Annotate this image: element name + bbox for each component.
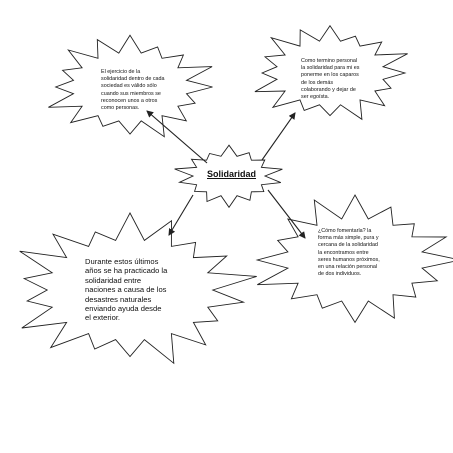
- bubble-bottom-right-text: [318, 228, 380, 278]
- bubble-line: reconocen unos a otros: [101, 97, 158, 104]
- bubble-line: ponerme en los caparos: [301, 72, 359, 79]
- bubble-line: la encontramos entre: [318, 249, 369, 256]
- bubble-line: de dos individuos.: [318, 271, 362, 278]
- bubble-line: ¿Cómo fomentarla? la: [318, 228, 372, 234]
- bubble-top-left-text: [101, 69, 165, 112]
- bubble-line: forma más simple, pura y: [318, 235, 379, 242]
- bubble-line: Durante estos últimos: [85, 257, 159, 266]
- bubble-line: como personas.: [101, 105, 140, 112]
- bubble-bottom-left-text: [85, 257, 167, 323]
- bubble-line: colaborando y dejar de: [301, 86, 356, 93]
- bubble-line: en una relación personal: [318, 264, 378, 271]
- bubble-line: desastres naturales: [85, 294, 152, 304]
- bubble-line: Como termino personal: [301, 58, 358, 64]
- bubble-line: ser egoísta.: [301, 94, 330, 101]
- bubble-line: solidaridad dentro de cada: [101, 76, 165, 83]
- bubble-line: la solidaridad para mi es: [301, 65, 360, 72]
- bubble-line: cercana de la solidaridad: [318, 242, 378, 249]
- bubble-line: el exterior.: [85, 313, 121, 323]
- arrow-to-top-right: [262, 113, 295, 160]
- bubble-line: naciones a causa de los: [85, 285, 167, 295]
- bubble-line: El ejercicio de la: [101, 69, 141, 75]
- bubble-line: años se ha practicado la: [85, 266, 168, 276]
- center-title: Solidaridad: [207, 169, 257, 179]
- bubble-line: enviando ayuda desde: [85, 304, 162, 314]
- bubble-line: cuando sus miembros se: [101, 90, 161, 97]
- bubble-line: solidaridad entre: [85, 275, 142, 285]
- bubble-line: seres humanos próximos,: [318, 256, 380, 263]
- arrow-to-bottom-left: [169, 195, 193, 235]
- bubble-line: de los demás: [301, 79, 334, 86]
- bubble-top-right-text: [301, 58, 359, 101]
- bubble-line: sociedad es válido sólo: [101, 83, 157, 90]
- arrow-to-bottom-right: [268, 190, 305, 238]
